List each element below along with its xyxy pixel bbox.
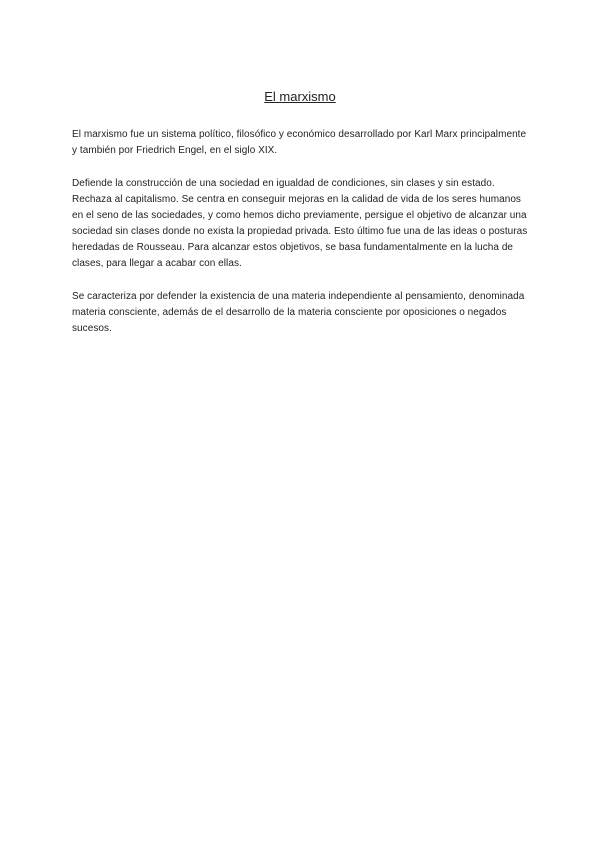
- paragraph-2: Defiende la construcción de una sociedad en igualdad de condiciones, sin clases y sin estado. Rechaza al capitalismo. Se centra en conseguir mejoras en la calidad de vida de los seres humanos en el seno de las sociedades, y como hemos dicho previamente, persigue el objetivo de alcanzar una sociedad sin clases donde no exista la propiedad privada. Esto último fue una de las ideas o posturas heredadas de Rousseau. Para alcanzar estos objetivos, se basa fundamentalmente en la lucha de clases, para llegar a acabar con ellas.: [72, 178, 528, 269]
- document-title: El marxismo: [264, 89, 336, 104]
- paragraph-3: Se caracteriza por defender la existencia de una materia independiente al pensamiento, denominada materia consciente, además de el desarrollo de la materia consciente por oposiciones o negados sucesos.: [72, 291, 525, 334]
- paragraph-1: El marxismo fue un sistema político, filosófico y económico desarrollado por Karl Marx principalmente y también por Friedrich Engel, en el siglo XIX.: [72, 129, 527, 156]
- document-body: [72, 127, 530, 354]
